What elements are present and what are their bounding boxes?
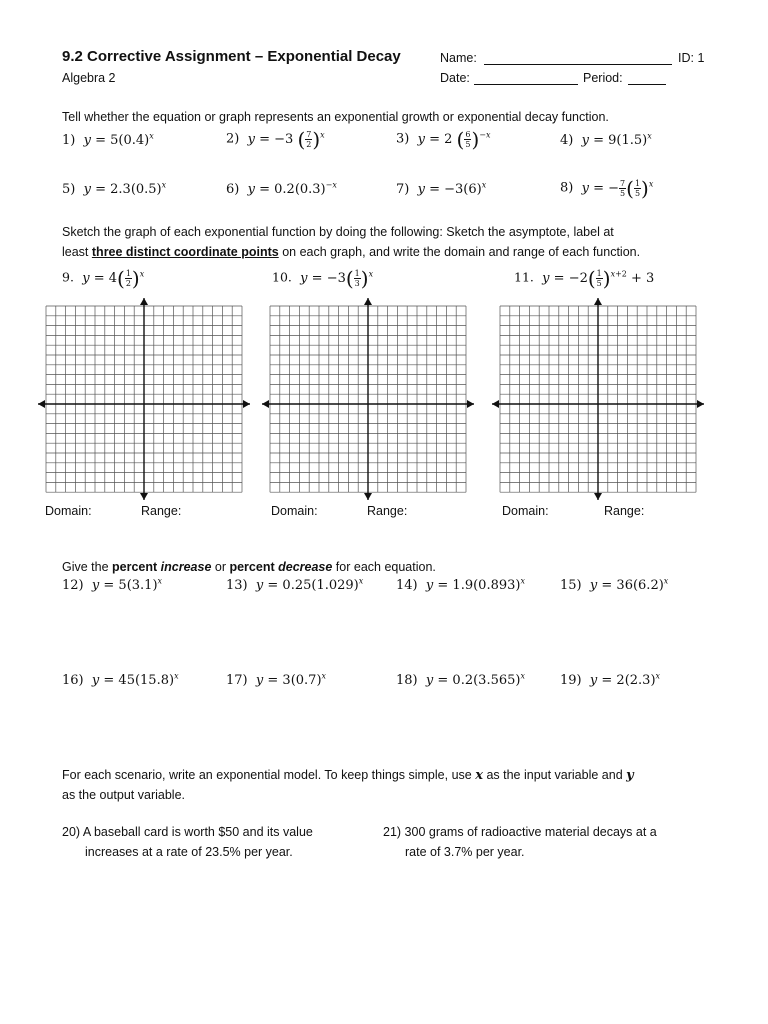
problem-17-number: 17): [226, 673, 248, 688]
problem-8-equation: y = − $\frac{7}{5}$ ( $\frac{1}{5}$ )$^x$: [581, 176, 654, 200]
coordinate-grid-10[interactable]: [260, 296, 476, 502]
instruction-pre: least: [62, 245, 92, 259]
section3-instruction: [62, 560, 436, 574]
problem-10: [272, 266, 373, 290]
section2-instruction-line1: Sketch the graph of each exponential function by doing the following: Sketch the asymptote, label at: [62, 225, 614, 239]
instruction-emphasis: three distinct coordinate points: [91, 245, 279, 259]
problem-20-line1: 20) A baseball card is worth $50 and its value: [62, 825, 313, 839]
y-axis-down-arrow: [364, 493, 372, 500]
domain-label-11: Domain:: [502, 504, 549, 518]
x-axis-left-arrow: [492, 400, 499, 408]
problem-14-equation: $y = 1.9(0.893)^x$: [425, 576, 525, 593]
period-label: Period:: [583, 71, 623, 85]
date-label: Date:: [440, 71, 470, 85]
problem-13-equation: $y = 0.25(1.029)^x$: [255, 576, 364, 593]
problem-5: [62, 182, 166, 197]
x-axis-left-arrow: [262, 400, 269, 408]
domain-label-9: Domain:: [45, 504, 92, 518]
problem-21-line1: 21) 300 grams of radioactive material decays at a: [383, 825, 657, 839]
coordinate-grid-11[interactable]: [490, 296, 706, 502]
x-axis-right-arrow: [467, 400, 474, 408]
instr-italic-1: increase: [160, 560, 212, 574]
instr-post: for each equation.: [332, 560, 436, 574]
problem-7-equation: $y = -3(6)^x$: [417, 180, 487, 197]
problem-1-number: 1): [62, 133, 76, 148]
section1-instruction: Tell whether the equation or graph represents an exponential growth or exponential decay function.: [62, 110, 609, 124]
problem-9-equation: y = 4( $\frac{1}{2}$ )$^x$: [82, 266, 145, 290]
section4-instruction-line2: as the output variable.: [62, 788, 185, 802]
y-axis-up-arrow: [594, 298, 602, 305]
problem-15-equation: $y = 36(6.2)^x$: [589, 576, 669, 593]
coordinate-grid-9[interactable]: [36, 296, 252, 502]
problem-19-number: 19): [560, 673, 582, 688]
problem-12: [62, 578, 162, 593]
problem-19: [560, 673, 660, 688]
date-field-line[interactable]: [474, 84, 578, 85]
problem-2-equation: y = −3 ( $\frac{7}{2}$ )$^x$: [247, 127, 325, 151]
problem-17-equation: $y = 3(0.7)^x$: [255, 671, 327, 688]
problem-2: [226, 127, 325, 151]
problem-8: [560, 176, 653, 200]
problem-18: [396, 673, 525, 688]
problem-18-number: 18): [396, 673, 418, 688]
problem-16-equation: $y = 45(15.8)^x$: [91, 671, 179, 688]
problem-6-equation: $y = 0.2(0.3)^{-x}$: [247, 180, 337, 197]
problem-17: [226, 673, 326, 688]
s4-mid: as the input variable and: [482, 768, 627, 782]
problem-15: [560, 578, 668, 593]
problem-11-number: 11.: [514, 269, 534, 285]
y-axis-down-arrow: [594, 493, 602, 500]
problem-5-number: 5): [62, 182, 76, 197]
section2-instruction-line2: [62, 245, 640, 259]
problem-14: [396, 578, 525, 593]
problem-3-number: 3): [396, 131, 410, 147]
problem-6-number: 6): [226, 182, 240, 197]
problem-9: [62, 266, 144, 290]
y-axis-down-arrow: [140, 493, 148, 500]
problem-16-number: 16): [62, 673, 84, 688]
s4-pre: For each scenario, write an exponential model. To keep things simple, use: [62, 768, 476, 782]
var-x: x: [475, 768, 483, 783]
var-y: y: [626, 768, 634, 783]
problem-2-number: 2): [226, 131, 240, 147]
problem-13: [226, 578, 363, 593]
problem-9-number: 9.: [62, 269, 74, 285]
course-name: Algebra 2: [62, 71, 116, 85]
problem-18-equation: $y = 0.2(3.565)^x$: [425, 671, 525, 688]
period-field-line[interactable]: [628, 84, 666, 85]
id-label: ID: 1: [678, 51, 705, 65]
y-axis-up-arrow: [364, 298, 372, 305]
problem-20-line2: increases at a rate of 23.5% per year.: [85, 845, 293, 859]
problem-11-equation: y = −2( $\frac{1}{5}$ )$^{x+2}$ + 3: [542, 266, 655, 290]
problem-1: [62, 133, 154, 148]
problem-4: [560, 133, 652, 148]
instr-pre: Give the: [62, 560, 113, 574]
problem-1-equation: $y = 5(0.4)^x$: [83, 131, 154, 148]
problem-14-number: 14): [396, 578, 418, 593]
x-axis-right-arrow: [697, 400, 704, 408]
problem-3-equation: y = 2 ( $\frac{6}{5}$ )$^{-x}$: [417, 127, 491, 151]
problem-11: [514, 266, 654, 290]
problem-19-equation: $y = 2(2.3)^x$: [589, 671, 661, 688]
problem-8-number: 8): [560, 180, 574, 196]
instr-italic-2: decrease: [278, 560, 333, 574]
instr-mid: or: [211, 560, 230, 574]
instr-bold-1: percent: [112, 560, 158, 574]
problem-7: [396, 182, 486, 197]
range-label-11: Range:: [604, 504, 645, 518]
problem-12-number: 12): [62, 578, 84, 593]
range-label-9: Range:: [141, 504, 182, 518]
problem-5-equation: $y = 2.3(0.5)^x$: [83, 180, 167, 197]
problem-6: [226, 182, 337, 197]
y-axis-up-arrow: [140, 298, 148, 305]
name-field-line[interactable]: [484, 64, 672, 65]
range-label-10: Range:: [367, 504, 408, 518]
x-axis-left-arrow: [38, 400, 45, 408]
x-axis-right-arrow: [243, 400, 250, 408]
problem-4-equation: $y = 9(1.5)^x$: [581, 131, 652, 148]
problem-21-line2: rate of 3.7% per year.: [405, 845, 525, 859]
problem-4-number: 4): [560, 133, 574, 148]
problem-3: [396, 127, 490, 151]
name-label: Name:: [440, 51, 477, 65]
section4-instruction-line1: [62, 768, 634, 783]
instruction-post: on each graph, and write the domain and range of each function.: [278, 245, 641, 259]
problem-15-number: 15): [560, 578, 582, 593]
instr-bold-2: percent: [229, 560, 275, 574]
domain-label-10: Domain:: [271, 504, 318, 518]
problem-12-equation: $y = 5(3.1)^x$: [91, 576, 163, 593]
problem-10-equation: y = −3( $\frac{1}{3}$ )$^x$: [300, 266, 374, 290]
problem-10-number: 10.: [272, 269, 292, 285]
problem-16: [62, 673, 179, 688]
problem-13-number: 13): [226, 578, 248, 593]
problem-7-number: 7): [396, 182, 410, 197]
worksheet-title: 9.2 Corrective Assignment – Exponential Decay: [62, 48, 401, 65]
